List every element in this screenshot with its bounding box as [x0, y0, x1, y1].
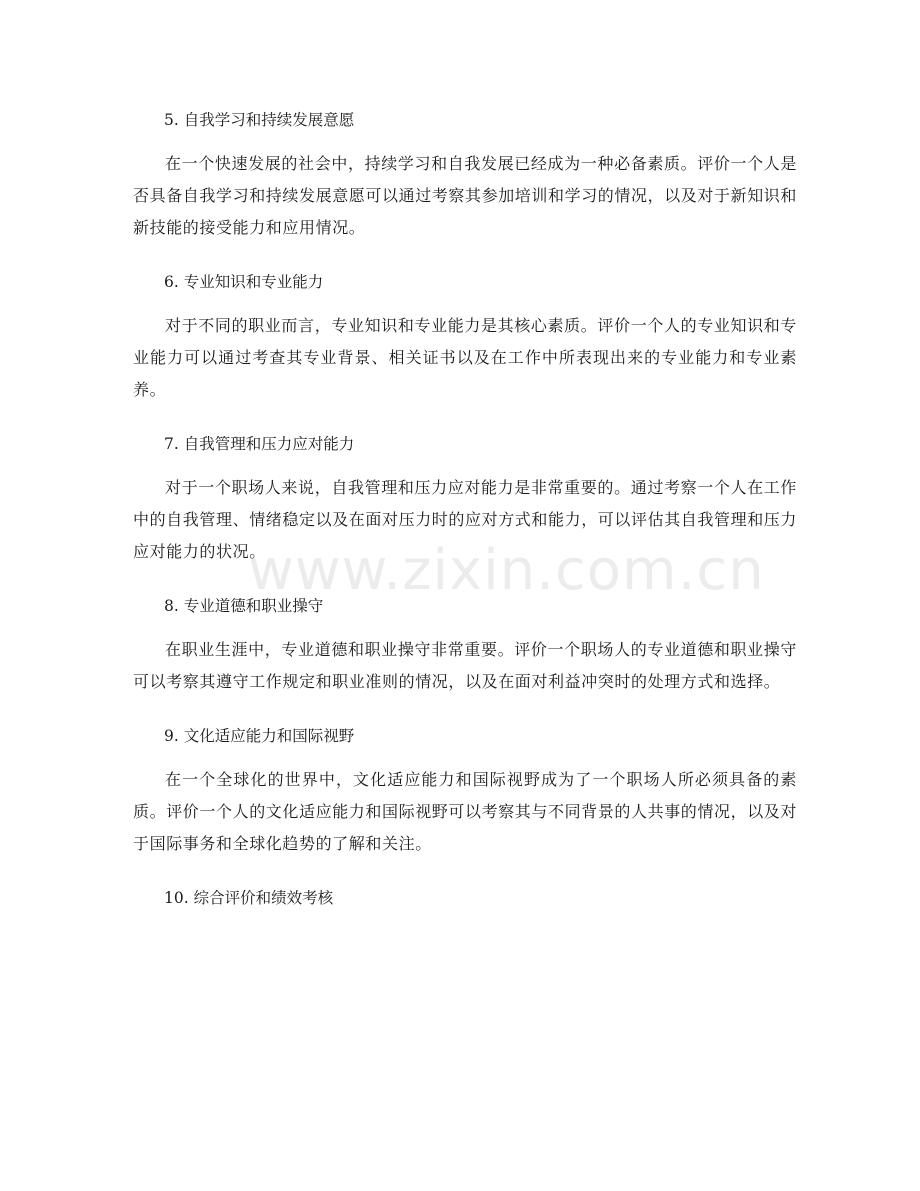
section-body-8: 在职业生涯中，专业道德和职业操守非常重要。评价一个职场人的专业道德和职业操守可以考察其遵守工作规定和职业准则的情况，以及在面对利益冲突时的处理方式和选择。 [133, 640, 797, 691]
section-heading-8: 8. 专业道德和职业操守 [164, 597, 324, 615]
section-body-7: 对于一个职场人来说，自我管理和压力应对能力是非常重要的。通过考察一个人在工作中的自我管理、情绪稳定以及在面对压力时的应对方式和能力，可以评估其自我管理和压力应对能力的状况。 [133, 478, 798, 561]
section-body-9: 在一个全球化的世界中，文化适应能力和国际视野成为了一个职场人所必须具备的素质。评价一个人的文化适应能力和国际视野可以考察其与不同背景的人共事的情况，以及对于国际事务和全球化趋势的了解和关注。 [133, 770, 798, 853]
section-heading-10: 10. 综合评价和绩效考核 [164, 889, 334, 907]
document-content [133, 103, 797, 926]
section-heading-5: 5. 自我学习和持续发展意愿 [164, 111, 355, 129]
section-heading-9: 9. 文化适应能力和国际视野 [164, 727, 355, 745]
section-heading-7: 7. 自我管理和压力应对能力 [164, 435, 355, 453]
section-body-6: 对于不同的职业而言，专业知识和专业能力是其核心素质。评价一个人的专业知识和专业能力可以通过考查其专业背景、相关证书以及在工作中所表现出来的专业能力和专业素养。 [133, 316, 797, 399]
watermark-text: www.zixin.com.cn [248, 538, 765, 603]
section-body-5: 在一个快速发展的社会中，持续学习和自我发展已经成为一种必备素质。评价一个人是否具备自我学习和持续发展意愿可以通过考察其参加培训和学习的情况，以及对于新知识和新技能的接受能力和应用情况。 [133, 154, 798, 237]
section-heading-6: 6. 专业知识和专业能力 [164, 273, 324, 291]
